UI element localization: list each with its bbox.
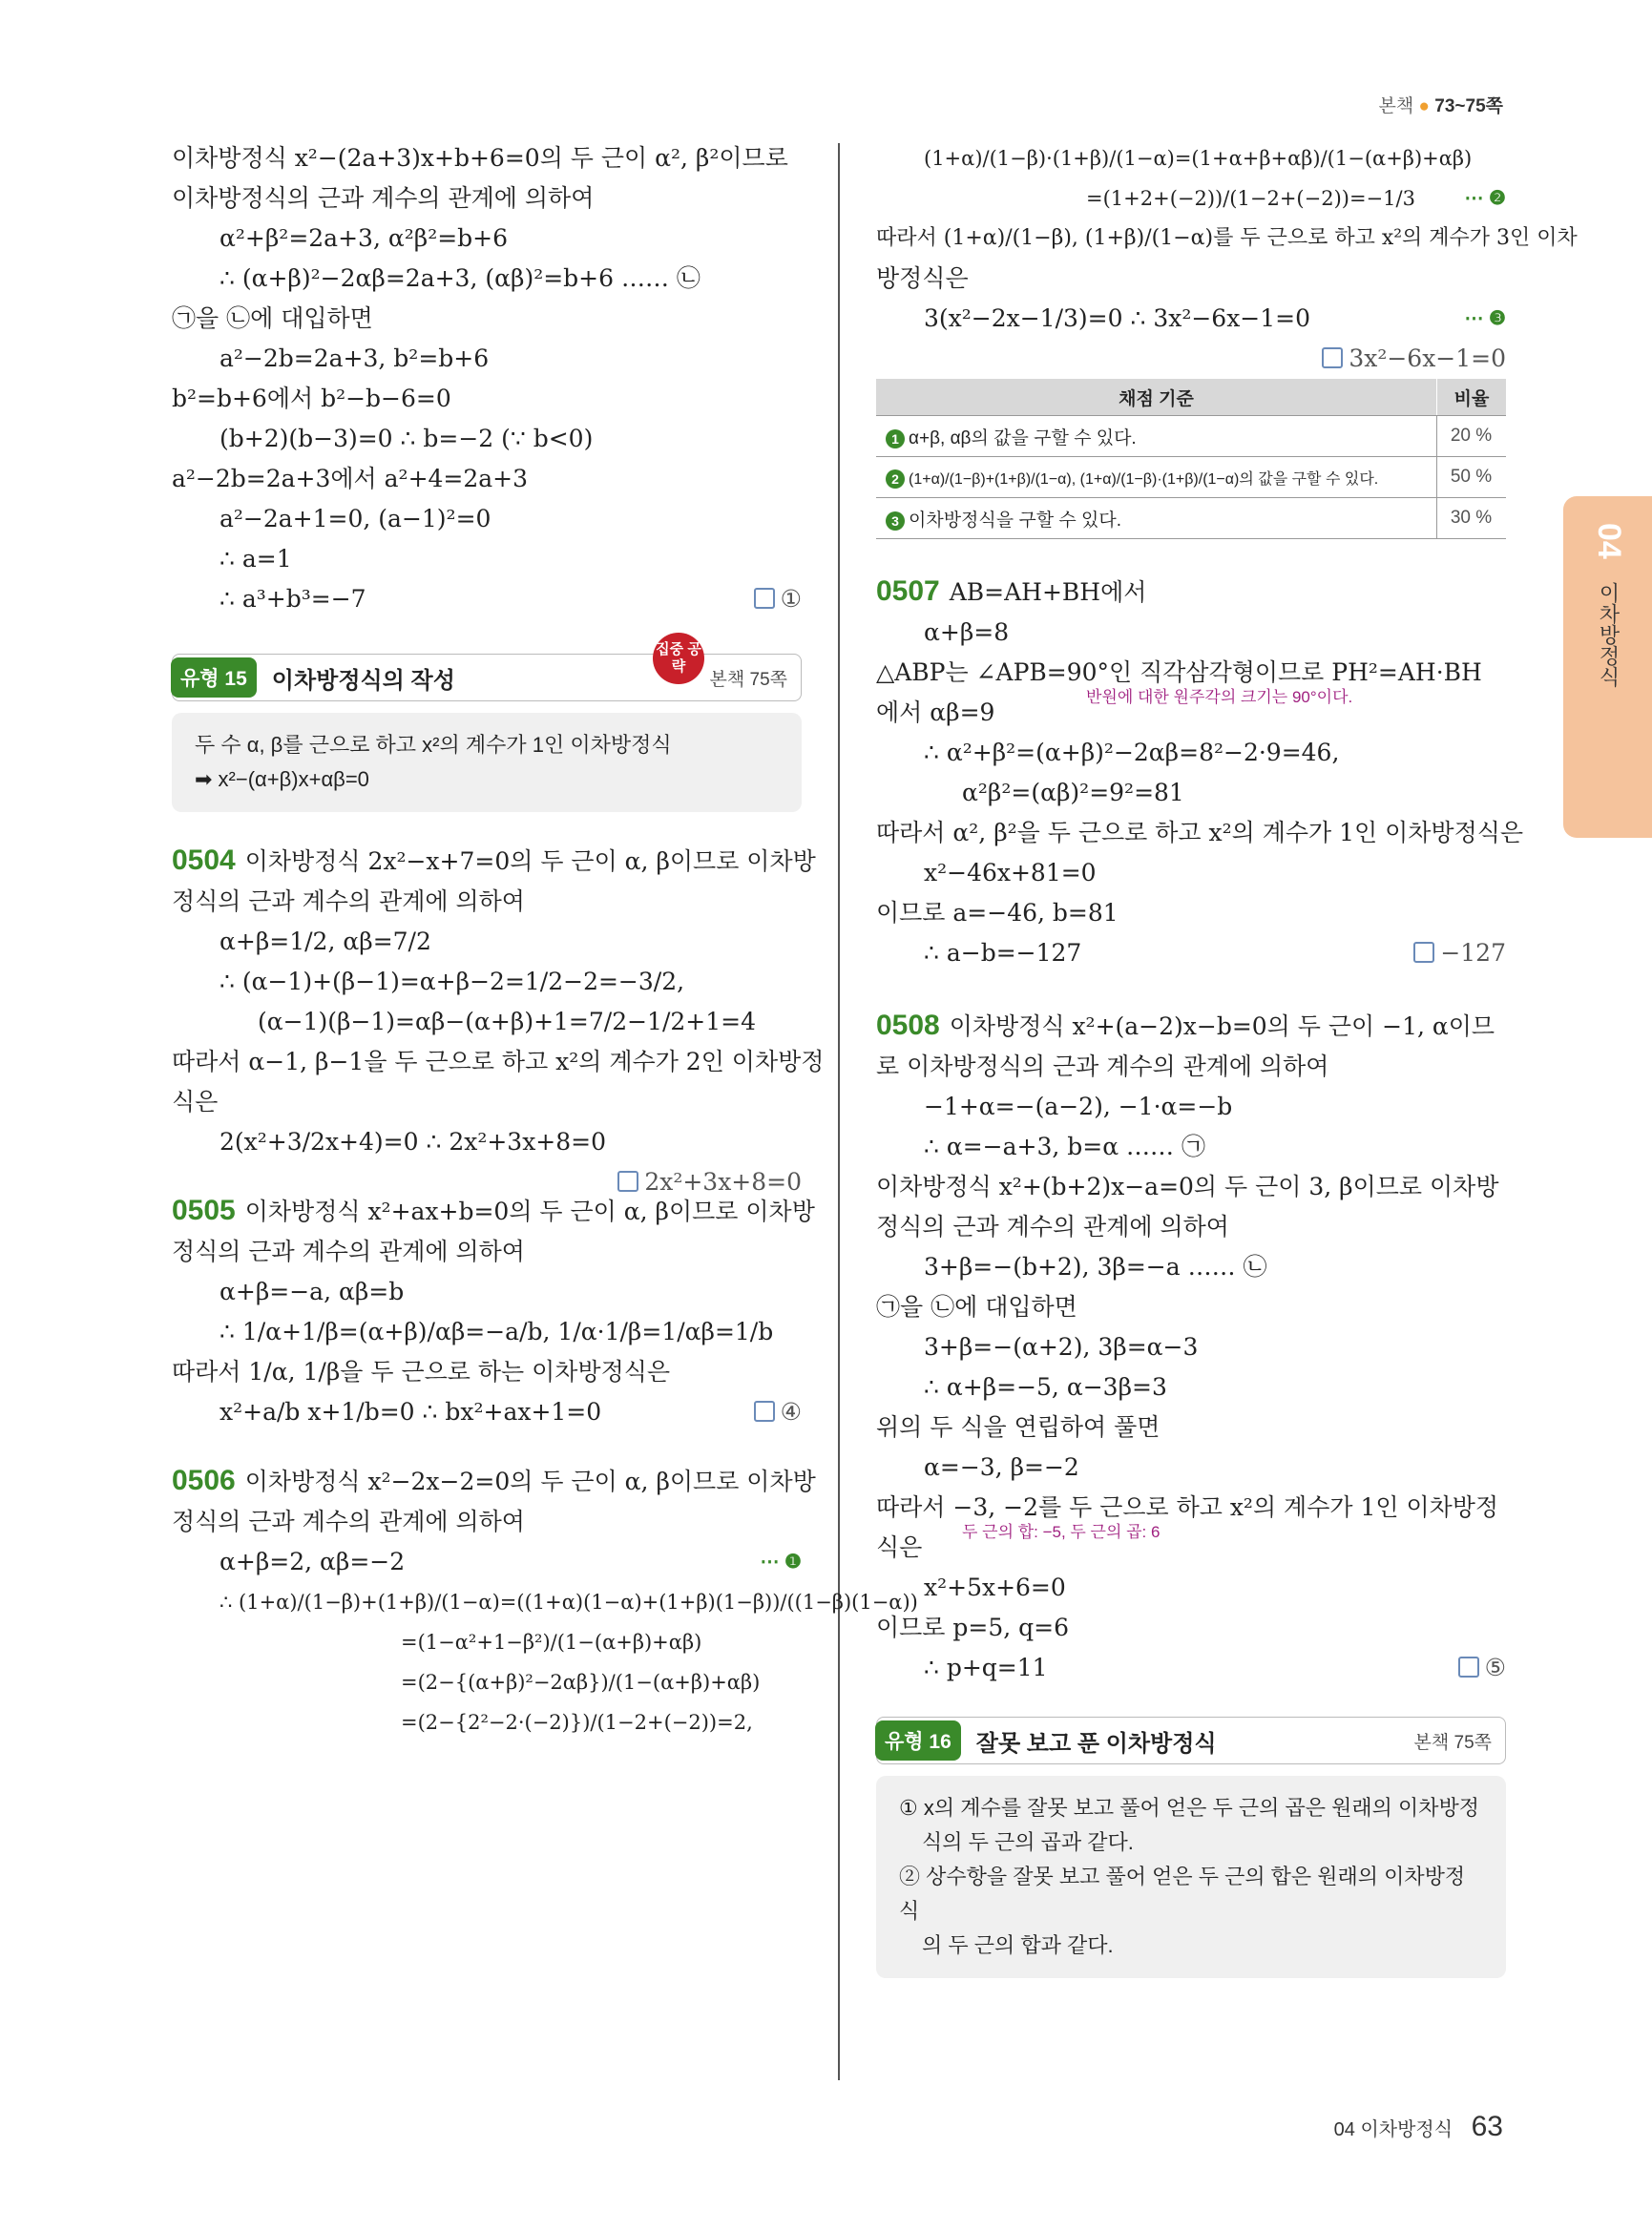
type-badge: 유형 16 bbox=[875, 1720, 961, 1761]
grading-row bbox=[876, 498, 1506, 539]
column-divider bbox=[838, 143, 840, 2080]
solution-line: 2(x²+3/2x+4)=0 ∴ 2x²+3x+8=0 bbox=[220, 1128, 607, 1156]
solution-line: α²+β²=2a+3, α²β²=b+6 bbox=[220, 224, 509, 252]
intro-solution bbox=[172, 138, 802, 619]
page-number: 63 bbox=[1471, 2111, 1503, 2142]
chapter-side-tab[interactable] bbox=[1563, 496, 1652, 838]
page-footer bbox=[1334, 2111, 1503, 2143]
solution-line: 이차방정식 x²−(2a+3)x+b+6=0의 두 근이 α², β²이므로 bbox=[172, 144, 788, 172]
solution-line: ∴ α+β=−5, α−3β=3 bbox=[924, 1373, 1167, 1401]
answer-value: ⑤ bbox=[1484, 1654, 1506, 1681]
problem-number: 0507 bbox=[876, 575, 940, 607]
type15-bar bbox=[172, 654, 802, 701]
problem-number: 0505 bbox=[172, 1195, 236, 1226]
solution-line: ∴ (1+α)/(1−β)+(1+β)/(1−α)=((1+α)(1−α)+(1+β)(1−β))/((1−β)(1−α)) bbox=[220, 1591, 918, 1614]
solution-line: 위의 두 식을 연립하여 풀면 bbox=[876, 1413, 1161, 1441]
solution-line: −1+α=−(a−2), −1·α=−b bbox=[924, 1093, 1233, 1120]
solution-line: △ABP는 ∠APB=90°인 직각삼각형이므로 PH²=AH·BH bbox=[876, 658, 1482, 686]
solution-text: 식은 bbox=[876, 1533, 923, 1561]
solution-line: 이차방정식 x²+ax+b=0의 두 근이 α, β이므로 이차방 bbox=[244, 1198, 815, 1225]
criterion-text: 이차방정식을 구할 수 있다. bbox=[909, 510, 1122, 531]
solution-line bbox=[172, 1542, 802, 1582]
answer-value: 3x²−6x−1=0 bbox=[1349, 344, 1506, 372]
answer-value: ④ bbox=[780, 1398, 802, 1426]
summary-line: 식의 두 근의 곱과 같다. bbox=[922, 1830, 1134, 1854]
step-1-icon: ⋯ ❶ bbox=[760, 1552, 802, 1573]
solution-line: α=−3, β=−2 bbox=[924, 1453, 1079, 1481]
answer-icon bbox=[754, 588, 775, 609]
solution-line: =(2−{2²−2·(−2)})/(1−2+(−2))=2, bbox=[401, 1711, 753, 1734]
solution-text: 3(x²−2x−1/3)=0 ∴ 3x²−6x−1=0 bbox=[924, 304, 1311, 332]
type16-summary-box bbox=[876, 1776, 1506, 1978]
annotation-note: 두 근의 합: −5, 두 근의 곱: 6 bbox=[962, 1523, 1161, 1541]
solution-line: α²β²=(αβ)²=9²=81 bbox=[962, 779, 1184, 806]
criterion-text: α+β, αβ의 값을 구할 수 있다. bbox=[909, 427, 1137, 448]
solution-line: ∴ (α−1)+(β−1)=α+β−2=1/2−2=−3/2, bbox=[220, 968, 685, 995]
answer-mark bbox=[1322, 339, 1506, 379]
annotation-note: 반원에 대한 원주각의 크기는 90°이다. bbox=[1086, 688, 1353, 706]
solution-line: a²−2b=2a+3, b²=b+6 bbox=[220, 344, 490, 372]
solution-line: 로 이차방정식의 근과 계수의 관계에 의하여 bbox=[876, 1053, 1329, 1080]
summary-line: 의 두 근의 합과 같다. bbox=[922, 1933, 1114, 1957]
answer-value: 2x²+3x+8=0 bbox=[644, 1168, 802, 1196]
header-pages: 73~75쪽 bbox=[1434, 96, 1503, 116]
final-equation: ∴ a−b=−127 bbox=[924, 939, 1082, 967]
grading-header: 채점 기준 bbox=[876, 379, 1437, 416]
solution-line: =(2−{(α+β)²−2αβ})/(1−(α+β)+αβ) bbox=[401, 1671, 761, 1694]
type-title: 잘못 보고 푼 이차방정식 bbox=[975, 1730, 1217, 1757]
solution-line bbox=[172, 579, 802, 619]
page-header-ref bbox=[1379, 92, 1503, 117]
solution-line: 정식의 근과 계수의 관계에 의하여 bbox=[172, 1238, 525, 1265]
solution-line: 따라서 (1+α)/(1−β), (1+β)/(1−α)를 두 근으로 하고 x²의 계수가 3인 이차 bbox=[876, 226, 1578, 250]
grading-criterion bbox=[876, 416, 1437, 457]
type-ref: 본책 75쪽 bbox=[1413, 1732, 1492, 1753]
header-dot-icon: ● bbox=[1418, 96, 1430, 116]
solution-line: 이차방정식 x²+(b+2)x−a=0의 두 근이 3, β이므로 이차방 bbox=[876, 1173, 1499, 1200]
step-3-icon: ⋯ ❸ bbox=[1464, 308, 1506, 329]
grading-criterion bbox=[876, 457, 1437, 498]
type-badge: 유형 15 bbox=[171, 657, 257, 698]
chapter-number: 04 bbox=[1591, 523, 1627, 559]
final-equation: ∴ p+q=11 bbox=[924, 1654, 1048, 1681]
grading-row bbox=[876, 457, 1506, 498]
answer-icon bbox=[754, 1401, 775, 1422]
solution-line: a²−2b=2a+3에서 a²+4=2a+3 bbox=[172, 465, 529, 492]
answer-mark bbox=[754, 579, 802, 619]
final-equation: x²+a/b x+1/b=0 ∴ bx²+ax+1=0 bbox=[220, 1398, 602, 1426]
grading-row bbox=[876, 416, 1506, 457]
solution-line: (b+2)(b−3)=0 ∴ b=−2 (∵ b<0) bbox=[220, 425, 594, 452]
step-3-icon: 3 bbox=[886, 511, 905, 531]
solution-text: =(1+2+(−2))/(1−2+(−2))=−1/3 bbox=[1086, 187, 1415, 210]
solution-line: 이차방정식 x²+(a−2)x−b=0의 두 근이 −1, α이므 bbox=[949, 1012, 1495, 1040]
summary-line: ① x의 계수를 잘못 보고 풀어 얻은 두 근의 곱은 원래의 이차방정 bbox=[899, 1796, 1480, 1820]
solution-line bbox=[876, 933, 1506, 973]
type-ref: 본책 75쪽 bbox=[709, 669, 787, 690]
solution-line: =(1−α²+1−β²)/(1−(α+β)+αβ) bbox=[401, 1631, 702, 1654]
problem-0506-continued bbox=[876, 138, 1578, 372]
solution-line: 이므로 a=−46, b=81 bbox=[876, 899, 1119, 927]
answer-icon bbox=[1458, 1657, 1479, 1678]
step-1-icon: 1 bbox=[886, 429, 905, 448]
solution-line: 정식의 근과 계수의 관계에 의하여 bbox=[172, 887, 525, 915]
solution-line: 따라서 α−1, β−1을 두 근으로 하고 x²의 계수가 2인 이차방정 bbox=[172, 1048, 825, 1075]
solution-line: ∴ a=1 bbox=[220, 545, 292, 573]
solution-line: a²−2a+1=0, (a−1)²=0 bbox=[220, 505, 491, 532]
footer-chapter: 04 이차방정식 bbox=[1333, 2119, 1453, 2140]
problem-0505 bbox=[172, 1191, 815, 1432]
summary-line: ➡ x²−(α+β)x+αβ=0 bbox=[195, 767, 369, 791]
right-column bbox=[876, 138, 1578, 1978]
solution-line: 3+β=−(α+2), 3β=α−3 bbox=[924, 1333, 1199, 1361]
type-title: 이차방정식의 작성 bbox=[271, 667, 455, 694]
answer-mark bbox=[1458, 1648, 1506, 1688]
solution-line bbox=[876, 299, 1506, 339]
solution-line bbox=[876, 178, 1506, 219]
type15-summary-box bbox=[172, 713, 802, 812]
problem-0508 bbox=[876, 1006, 1506, 1688]
solution-line bbox=[876, 1648, 1506, 1688]
problem-number: 0506 bbox=[172, 1465, 236, 1496]
solution-line: 이차방정식 x²−2x−2=0의 두 근이 α, β이므로 이차방 bbox=[244, 1468, 816, 1495]
grading-ratio: 50 % bbox=[1437, 457, 1507, 498]
summary-line: 두 수 α, β를 근으로 하고 x²의 계수가 1인 이차방정식 bbox=[195, 733, 672, 757]
type15-header bbox=[172, 641, 802, 701]
solution-line: ㉠을 ㉡에 대입하면 bbox=[172, 304, 373, 332]
step-2-icon: 2 bbox=[886, 469, 905, 489]
solution-line: b²=b+6에서 b²−b−6=0 bbox=[172, 385, 451, 412]
grading-table bbox=[876, 379, 1506, 539]
solution-line: (α−1)(β−1)=αβ−(α+β)+1=7/2−1/2+1=4 bbox=[258, 1008, 756, 1035]
solution-line: 정식의 근과 계수의 관계에 의하여 bbox=[172, 1508, 525, 1535]
solution-line: 따라서 1/α, 1/β을 두 근으로 하는 이차방정식은 bbox=[172, 1358, 671, 1386]
grading-header-row bbox=[876, 379, 1506, 416]
solution-text: α+β=2, αβ=−2 bbox=[220, 1548, 406, 1575]
solution-line: 식은 bbox=[172, 1088, 219, 1116]
answer-value: −127 bbox=[1440, 939, 1506, 967]
problem-number: 0508 bbox=[876, 1010, 940, 1041]
solution-line bbox=[172, 1392, 802, 1432]
chapter-title: 이차방정식 bbox=[1597, 582, 1621, 687]
solution-line: 정식의 근과 계수의 관계에 의하여 bbox=[876, 1213, 1229, 1241]
answer-icon bbox=[1322, 347, 1343, 368]
solution-line: 이므로 p=5, q=6 bbox=[876, 1614, 1070, 1641]
answer-value: ① bbox=[780, 585, 802, 613]
solution-line: 3+β=−(b+2), 3β=−a …… ㉡ bbox=[924, 1253, 1267, 1281]
problem-0504 bbox=[172, 841, 825, 1196]
solution-line: 따라서 α², β²을 두 근으로 하고 x²의 계수가 1인 이차방정식은 bbox=[876, 819, 1524, 846]
solution-line: AB=AH+BH에서 bbox=[949, 578, 1147, 606]
grading-header: 비율 bbox=[1437, 379, 1507, 416]
solution-line: ∴ 1/α+1/β=(α+β)/αβ=−a/b, 1/α·1/β=1/αβ=1/b bbox=[220, 1318, 774, 1345]
answer-icon bbox=[1413, 942, 1434, 963]
grading-criterion bbox=[876, 498, 1437, 539]
solution-line: 따라서 −3, −2를 두 근으로 하고 x²의 계수가 1인 이차방정 bbox=[876, 1493, 1499, 1521]
summary-line: ② 상수항을 잘못 보고 풀어 얻은 두 근의 합은 원래의 이차방정식 bbox=[899, 1865, 1466, 1923]
step-2-icon: ⋯ ❷ bbox=[1464, 188, 1506, 209]
solution-line: α+β=−a, αβ=b bbox=[220, 1278, 405, 1305]
grading-ratio: 30 % bbox=[1437, 498, 1507, 539]
solution-line: 이차방정식 2x²−x+7=0의 두 근이 α, β이므로 이차방 bbox=[244, 847, 816, 875]
problem-0507 bbox=[876, 572, 1524, 973]
solution-line: ㉠을 ㉡에 대입하면 bbox=[876, 1293, 1077, 1321]
solution-line: 이차방정식의 근과 계수의 관계에 의하여 bbox=[172, 184, 595, 212]
solution-line: ∴ (α+β)²−2αβ=2a+3, (αβ)²=b+6 …… ㉡ bbox=[220, 264, 701, 292]
criterion-text: (1+α)/(1−β)+(1+β)/(1−α), (1+α)/(1−β)·(1+β)/(1−α)의 값을 구할 수 있다. bbox=[909, 470, 1379, 488]
solution-text: 에서 αβ=9 bbox=[876, 698, 995, 726]
solution-line: ∴ α=−a+3, b=α …… ㉠ bbox=[924, 1133, 1206, 1160]
answer-mark bbox=[1413, 933, 1506, 973]
header-book: 본책 bbox=[1378, 96, 1414, 116]
final-equation: ∴ a³+b³=−7 bbox=[220, 585, 366, 613]
focus-badge-icon: 집중 공략 bbox=[653, 633, 704, 684]
solution-line: α+β=1/2, αβ=7/2 bbox=[220, 928, 431, 955]
solution-line: α+β=8 bbox=[924, 618, 1010, 646]
answer-mark bbox=[754, 1392, 802, 1432]
solution-line bbox=[876, 688, 1506, 733]
solution-line: ∴ α²+β²=(α+β)²−2αβ=8²−2·9=46, bbox=[924, 739, 1340, 766]
type16-bar bbox=[876, 1717, 1506, 1764]
problem-number: 0504 bbox=[172, 844, 236, 876]
solution-line bbox=[876, 1523, 1506, 1568]
solution-line: x²+5x+6=0 bbox=[924, 1574, 1066, 1601]
solution-line: x²−46x+81=0 bbox=[924, 859, 1097, 886]
grading-ratio: 20 % bbox=[1437, 416, 1507, 457]
solution-line: (1+α)/(1−β)·(1+β)/(1−α)=(1+α+β+αβ)/(1−(α+β)+αβ) bbox=[924, 147, 1473, 170]
answer-icon bbox=[617, 1171, 638, 1192]
solution-line: 방정식은 bbox=[876, 264, 969, 292]
